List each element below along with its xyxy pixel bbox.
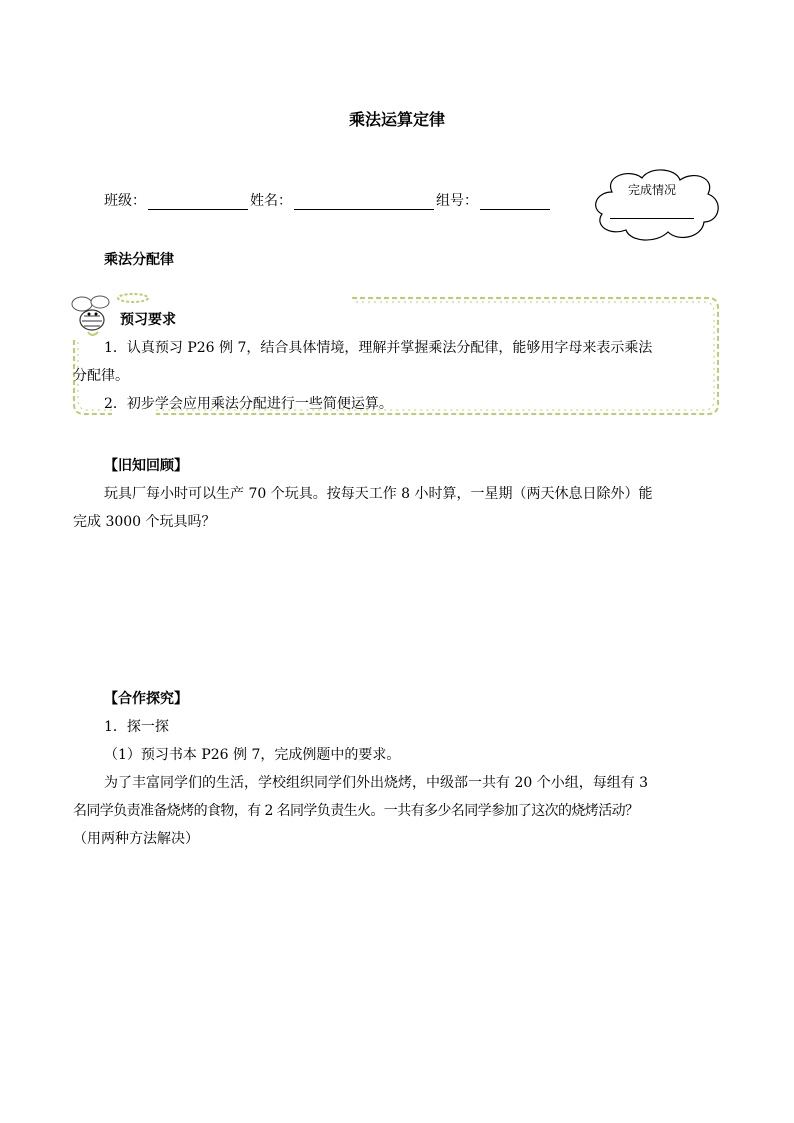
- explore-subheading: 1．探一探: [104, 719, 169, 735]
- student-info-row: [104, 190, 552, 210]
- group-label: 组号：: [436, 193, 478, 209]
- explore-problem-line: 为了丰富同学们的生活，学校组织同学们外出烧烤，中级部一共有 20 个小组，每组有 3: [104, 775, 649, 791]
- explore-content: [73, 713, 723, 853]
- completion-label: 完成情况: [627, 183, 676, 197]
- class-label: 班级：: [104, 193, 146, 209]
- page-title: 乘法运算定律: [348, 110, 445, 129]
- review-answer-area[interactable]: [73, 545, 723, 680]
- explore-problem-line: （用两种方法解决）: [73, 831, 199, 847]
- green-leaf-icon: [116, 292, 150, 304]
- preview-item-1: 1．认真预习 P26 例 7，结合具体情境，理解并掌握乘法分配律，能够用字母来表示乘法: [104, 340, 653, 356]
- section-heading: 乘法分配律: [104, 252, 174, 268]
- review-problem-line: 玩具厂每小时可以生产 70 个玩具。按每天工作 8 小时算，一星期（两天休息日除外）能: [104, 486, 653, 502]
- explore-heading: 【合作探究】: [104, 691, 188, 707]
- class-field[interactable]: [148, 195, 248, 210]
- completion-field[interactable]: [610, 218, 694, 219]
- explore-answer-area[interactable]: [73, 860, 723, 1100]
- cloud-icon: [590, 166, 724, 244]
- review-problem-line: 完成 3000 个玩具吗？: [73, 514, 216, 530]
- explore-subitem: （1）预习书本 P26 例 7，完成例题中的要求。: [104, 747, 401, 763]
- review-heading: 【旧知回顾】: [104, 458, 188, 474]
- preview-item-2: 2．初步学会应用乘法分配进行一些简便运算。: [104, 396, 393, 412]
- explore-problem-line: 名同学负责准备烧烤的食物，有 2 名同学负责生火。一共有多少名同学参加了这次的烧烤活动？: [73, 803, 639, 819]
- group-field[interactable]: [480, 195, 550, 210]
- preview-content: [73, 334, 723, 418]
- name-field[interactable]: [294, 195, 434, 210]
- preview-item-1-cont: 分配律。: [73, 368, 129, 384]
- name-label: 姓名：: [250, 193, 292, 209]
- preview-heading: 预习要求: [120, 312, 176, 328]
- bee-icon: [70, 292, 116, 338]
- review-content: [73, 480, 723, 536]
